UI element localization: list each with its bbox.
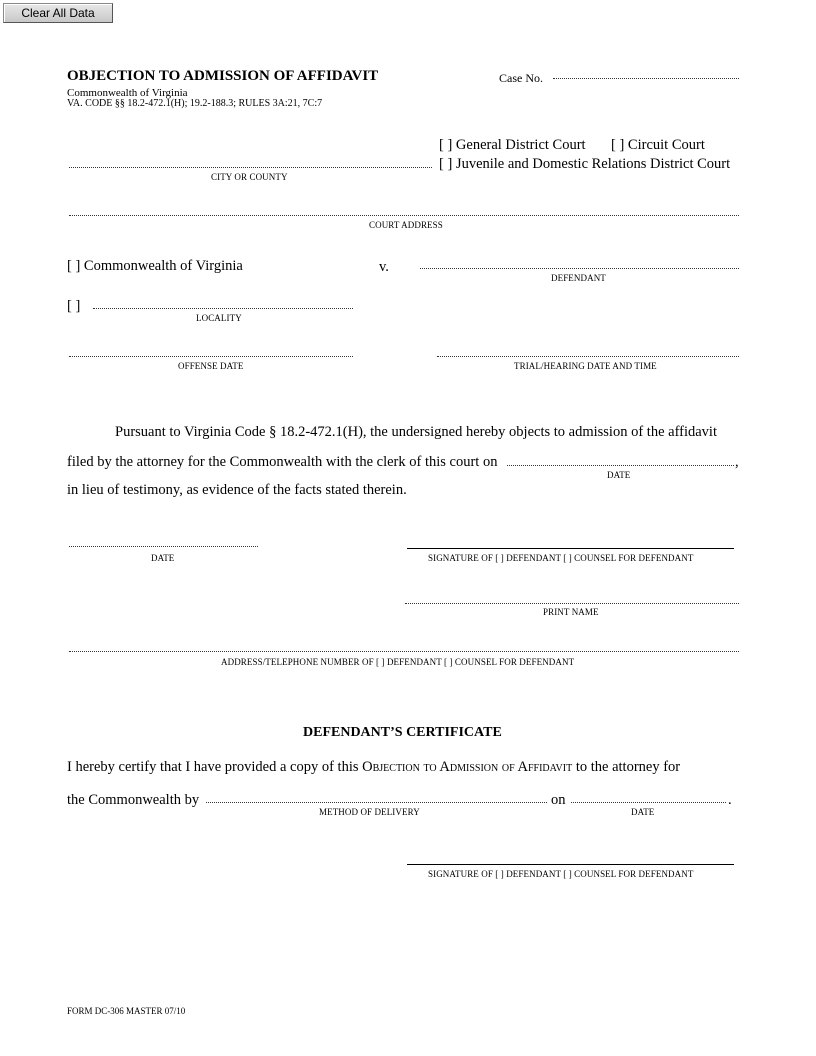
certificate-on-label: on — [551, 792, 566, 808]
certificate-signature-line[interactable] — [407, 864, 734, 865]
trial-date-caption: TRIAL/HEARING DATE AND TIME — [514, 361, 657, 371]
signature-date-caption: DATE — [151, 553, 175, 563]
signature-caption: SIGNATURE OF [ ] DEFENDANT [ ] COUNSEL FOR DEFENDANT — [428, 553, 694, 563]
defendant-caption: DEFENDANT — [551, 273, 606, 283]
certificate-line-1-end: to the attorney for — [572, 759, 681, 775]
certificate-line-2-start: the Commonwealth by — [67, 792, 200, 808]
court-checkbox-jdr[interactable] — [439, 156, 730, 173]
commonwealth-label: Commonwealth of Virginia — [83, 258, 243, 274]
affidavit-filed-date-field[interactable] — [507, 465, 734, 466]
certificate-period: . — [728, 792, 732, 808]
court-address-field[interactable] — [69, 215, 739, 216]
commonwealth-checkbox[interactable] — [67, 258, 243, 275]
general-district-court-label: General District Court — [455, 137, 586, 153]
clear-all-data-button[interactable]: Clear All Data — [3, 3, 113, 23]
affidavit-date-caption: DATE — [607, 470, 631, 480]
court-checkbox-general-district[interactable] — [439, 137, 586, 154]
certificate-heading: DEFENDANT’S CERTIFICATE — [303, 725, 502, 740]
print-name-caption: PRINT NAME — [543, 607, 599, 617]
certificate-line-1 — [67, 759, 680, 776]
signature-line[interactable] — [407, 548, 734, 549]
checkbox-bracket[interactable]: [ ] — [67, 258, 81, 274]
case-number-label: Case No. — [499, 71, 543, 85]
print-name-field[interactable] — [405, 603, 739, 604]
court-address-caption: COURT ADDRESS — [369, 220, 443, 230]
method-of-delivery-caption: METHOD OF DELIVERY — [319, 807, 420, 817]
statement-comma: , — [735, 454, 739, 470]
case-number-field[interactable] — [553, 78, 739, 79]
offense-date-field[interactable] — [69, 356, 353, 357]
locality-caption: LOCALITY — [196, 313, 242, 323]
form-title: OBJECTION TO ADMISSION OF AFFIDAVIT — [67, 68, 379, 84]
certificate-form-title: Objection to Admission of Affidavit — [362, 759, 573, 775]
versus-label: v. — [379, 259, 389, 275]
checkbox-bracket[interactable]: [ ] — [611, 137, 625, 153]
statement-line-2: filed by the attorney for the Commonwealth with the clerk of this court on — [67, 454, 498, 470]
statement-line-1: Pursuant to Virginia Code § 18.2-472.1(H), the undersigned hereby objects to admission of the affidavit — [115, 424, 717, 440]
court-checkbox-circuit[interactable] — [611, 137, 705, 154]
checkbox-bracket[interactable]: [ ] — [439, 137, 453, 153]
form-code-reference: VA. CODE §§ 18.2-472.1(H); 19.2-188.3; RULES 3A:21, 7C:7 — [67, 98, 323, 109]
address-telephone-caption: ADDRESS/TELEPHONE NUMBER OF [ ] DEFENDANT [ ] COUNSEL FOR DEFENDANT — [221, 657, 575, 667]
signature-date-field[interactable] — [69, 546, 258, 547]
city-or-county-field[interactable] — [69, 167, 432, 168]
form-subtitle: Commonwealth of Virginia — [67, 87, 188, 99]
locality-field[interactable] — [93, 308, 353, 309]
defendant-field[interactable] — [420, 268, 739, 269]
certificate-date-field[interactable] — [571, 802, 726, 803]
circuit-court-label: Circuit Court — [627, 137, 705, 153]
trial-date-field[interactable] — [437, 356, 739, 357]
city-or-county-caption: CITY OR COUNTY — [211, 172, 288, 182]
locality-checkbox[interactable]: [ ] — [67, 298, 81, 314]
method-of-delivery-field[interactable] — [206, 802, 547, 803]
jdr-court-label: Juvenile and Domestic Relations District Court — [455, 156, 731, 172]
certificate-date-caption: DATE — [631, 807, 655, 817]
checkbox-bracket[interactable]: [ ] — [439, 156, 453, 172]
offense-date-caption: OFFENSE DATE — [178, 361, 244, 371]
certificate-signature-caption: SIGNATURE OF [ ] DEFENDANT [ ] COUNSEL FOR DEFENDANT — [428, 869, 694, 879]
statement-line-3: in lieu of testimony, as evidence of the facts stated therein. — [67, 482, 407, 498]
form-id-footer: FORM DC-306 MASTER 07/10 — [67, 1006, 186, 1016]
certificate-line-1-start: I hereby certify that I have provided a copy of this — [67, 759, 363, 775]
address-telephone-field[interactable] — [69, 651, 739, 652]
